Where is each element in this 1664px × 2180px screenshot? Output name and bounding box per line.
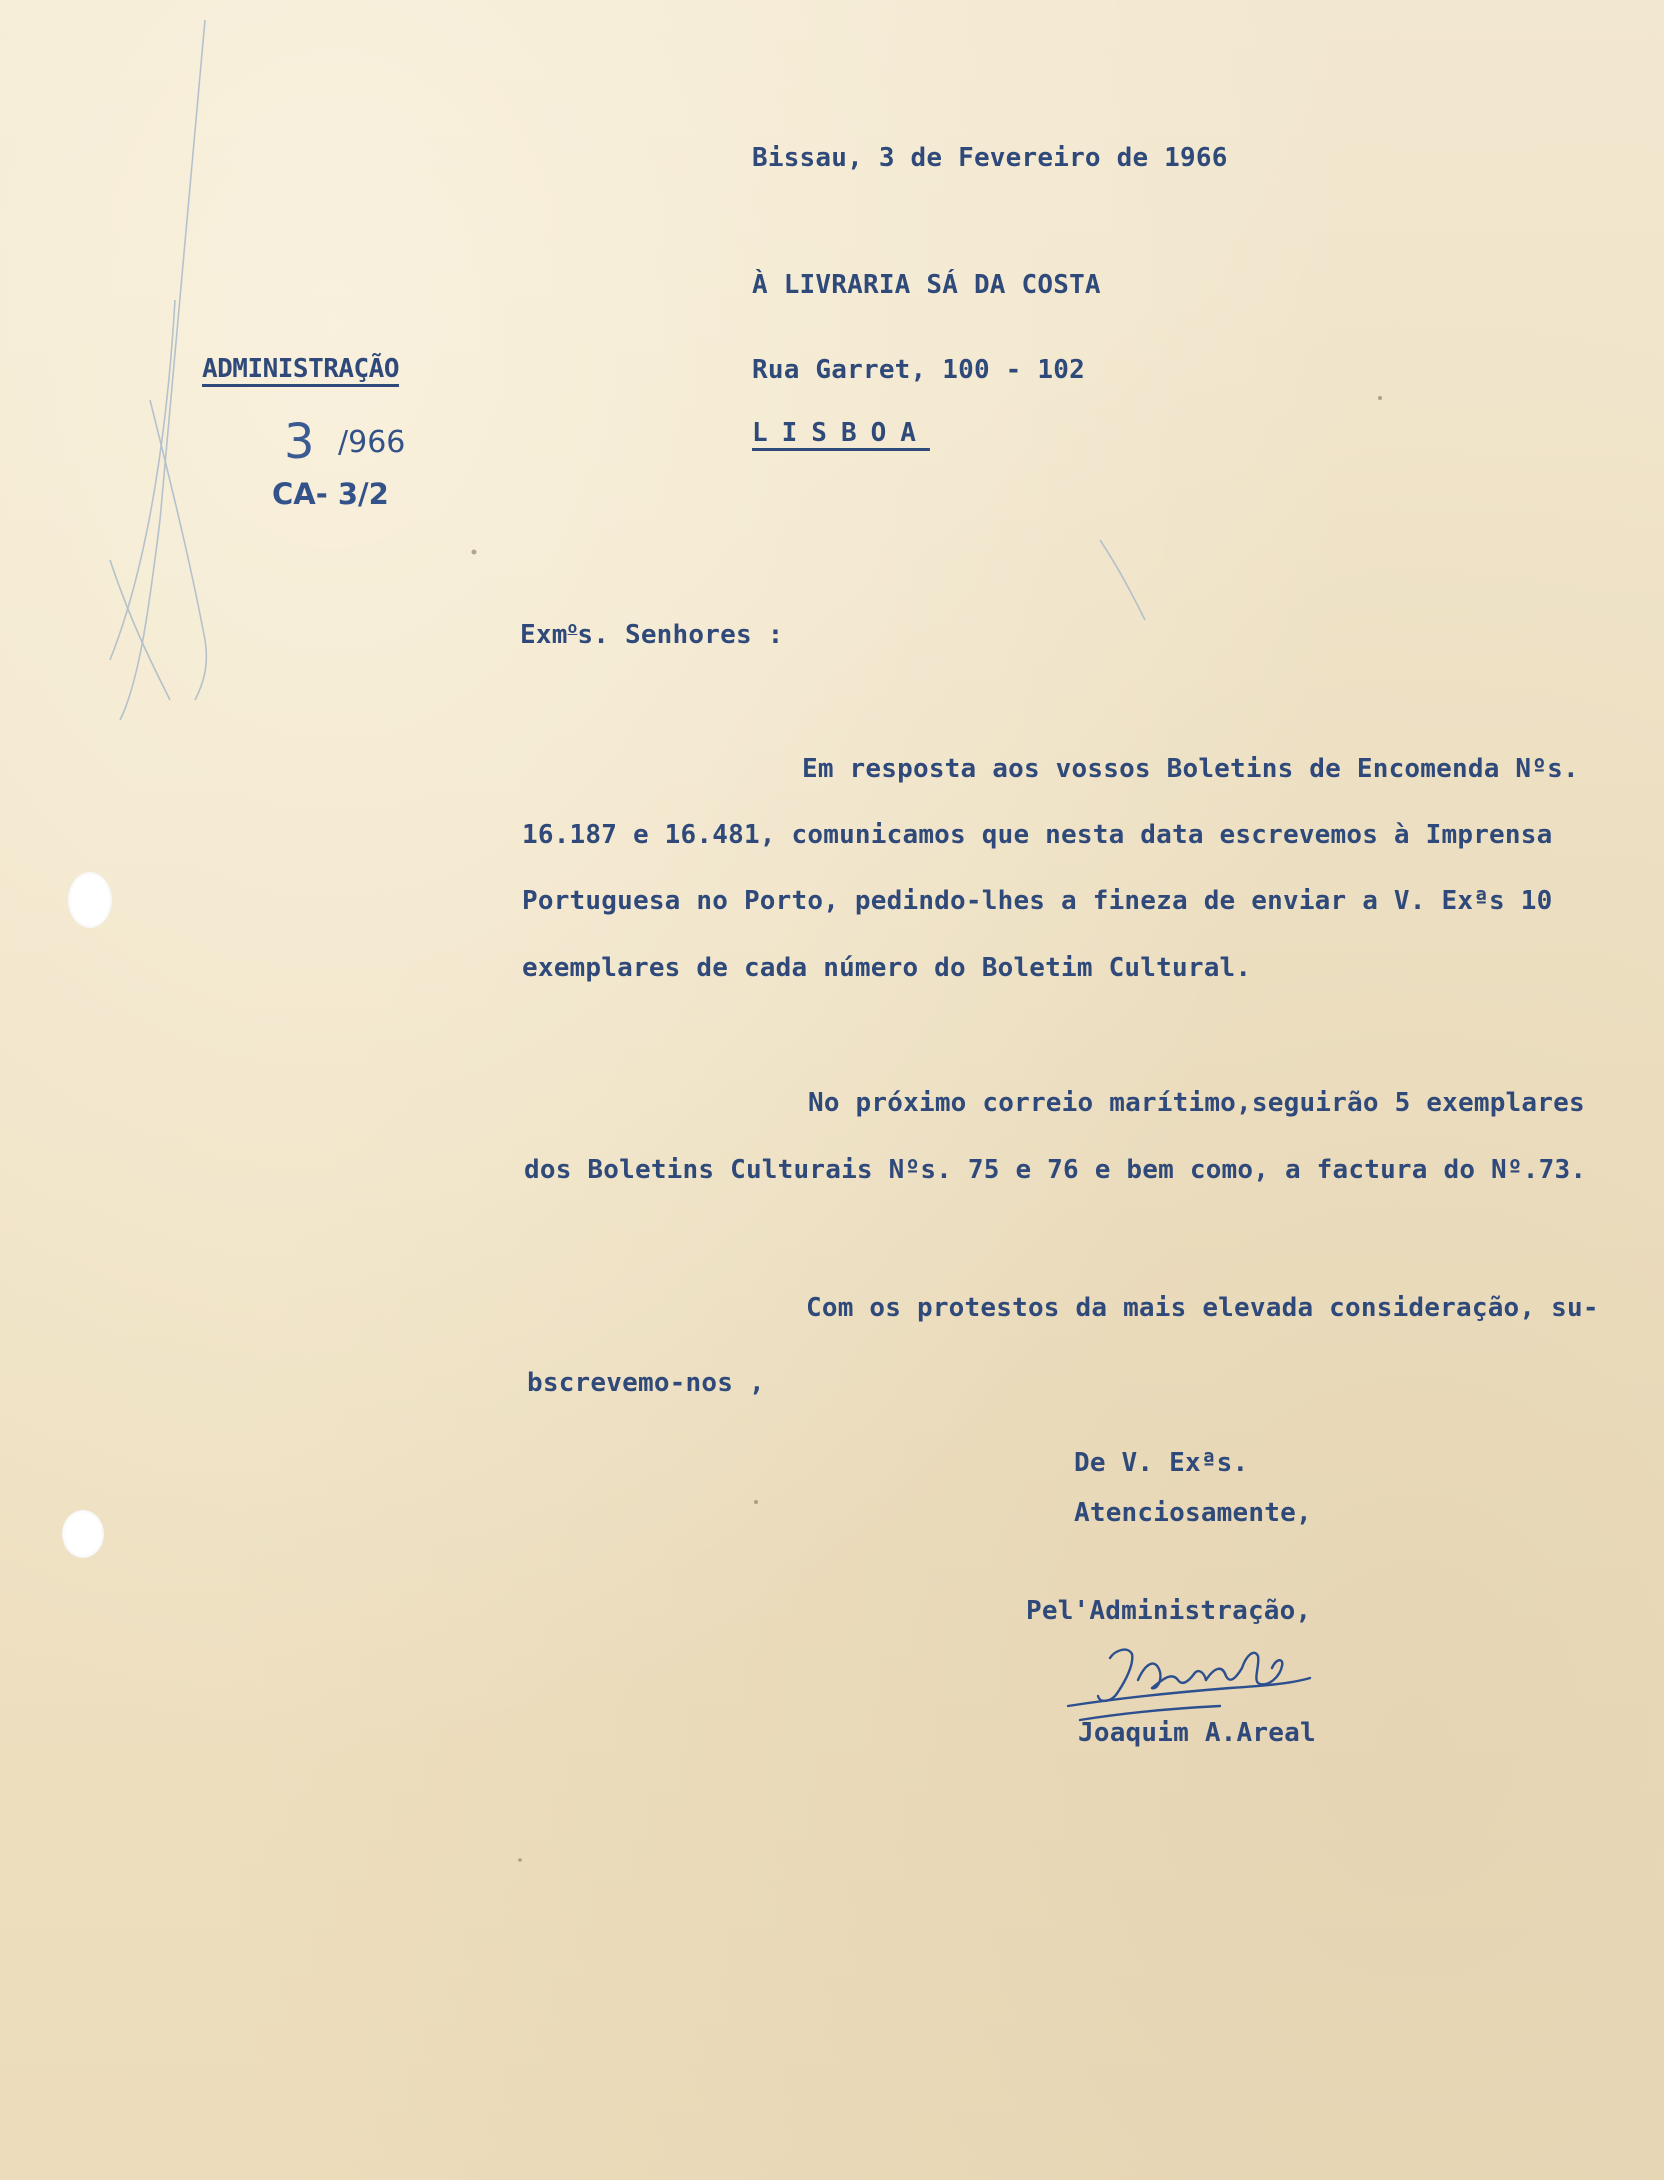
- department-label: ADMINISTRAÇÃO: [202, 354, 399, 384]
- body-p1-line-3: Portuguesa no Porto, pedindo-lhes a fineza de enviar a V. Exªs 10: [522, 886, 1553, 916]
- body-p1-line-4: exemplares de cada número do Boletim Cultural.: [522, 953, 1252, 983]
- body-p1-line-1: Em resposta aos vossos Boletins de Encomenda Nºs.: [802, 754, 1579, 784]
- recipient-street: Rua Garret, 100 - 102: [752, 355, 1085, 385]
- recipient-name: À LIVRARIA SÁ DA COSTA: [752, 270, 1101, 300]
- closing-line-2: Atenciosamente,: [1074, 1498, 1312, 1528]
- closing-line-1: De V. Exªs.: [1074, 1448, 1249, 1478]
- recipient-city: LISBOA: [752, 418, 930, 448]
- date-line: Bissau, 3 de Fevereiro de 1966: [752, 143, 1228, 173]
- body-p3-line-2: bscrevemo-nos ,: [527, 1368, 765, 1398]
- salutation: [520, 620, 784, 648]
- punch-hole-bottom: [62, 1510, 104, 1558]
- body-p2-line-2: dos Boletins Culturais Nºs. 75 e 76 e bem como, a factura do Nº.73.: [524, 1155, 1587, 1185]
- punch-hole-top: [68, 872, 112, 928]
- body-p1-line-2: 16.187 e 16.481, comunicamos que nesta data escrevemos à Imprensa: [522, 820, 1553, 850]
- salutation-rest: s. Senhores :: [577, 620, 784, 650]
- closing-line-3: Pel'Administração,: [1026, 1596, 1312, 1626]
- signer-name: Joaquim A.Areal: [1078, 1718, 1316, 1748]
- body-p2-line-1: No próximo correio marítimo,seguirão 5 exemplares: [808, 1088, 1585, 1118]
- salutation-prefix: Exm: [520, 620, 568, 650]
- salutation-sup: o: [567, 618, 578, 637]
- reference-year: /966: [338, 425, 406, 460]
- reference-number-handwritten: 3: [284, 414, 315, 470]
- reference-code: CA- 3/2: [272, 477, 389, 511]
- body-p3-line-1: Com os protestos da mais elevada consideração, su-: [806, 1293, 1599, 1323]
